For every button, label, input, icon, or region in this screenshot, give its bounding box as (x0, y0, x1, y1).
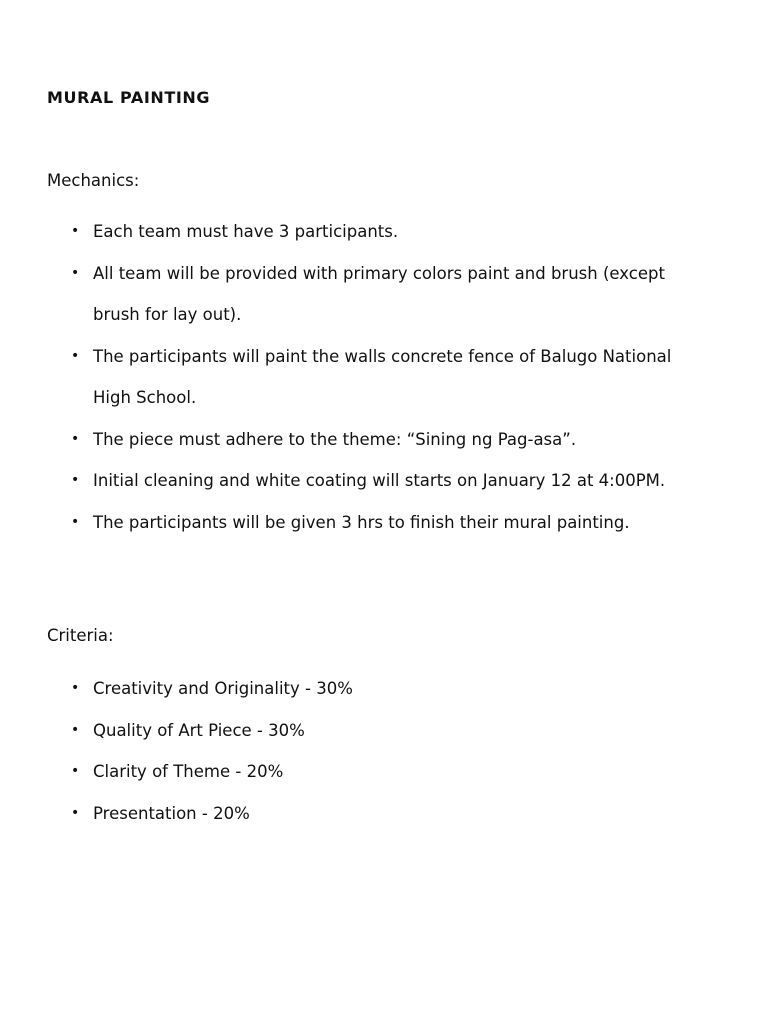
bullet-icon: • (71, 721, 80, 738)
bullet-icon: • (71, 264, 80, 281)
mechanics-item-text: Each team must have 3 participants. (93, 222, 399, 241)
mechanics-list (0, 211, 768, 543)
bullet-icon: • (71, 223, 80, 239)
list-item (0, 211, 713, 253)
mechanics-item-text: All team will be provided with primary colors paint and brush (except brush for lay out). (93, 263, 665, 324)
mechanics-item-text: The piece must adhere to the theme: “Sining ng Pag-asa”. (93, 429, 577, 449)
list-item (0, 336, 713, 419)
bullet-icon: • (71, 763, 80, 780)
list-item (0, 793, 713, 835)
mechanics-item-text: Initial cleaning and white coating will starts on January 12 at 4:00PM. (93, 471, 666, 490)
list-item (0, 460, 713, 502)
bullet-icon: • (71, 513, 80, 530)
mechanics-item-text: The participants will paint the walls concrete fence of Balugo National High School. (93, 346, 672, 407)
mechanics-item-text: The participants will be given 3 hrs to finish their mural painting. (93, 512, 630, 532)
list-item (0, 710, 713, 752)
list-item (0, 419, 713, 461)
bullet-icon: • (71, 347, 80, 364)
criteria-item-text: Clarity of Theme - 20% (93, 762, 284, 782)
list-item (0, 668, 713, 710)
bullet-icon: • (71, 680, 80, 696)
criteria-item-text: Creativity and Originality - 30% (93, 679, 353, 698)
document-title: MURAL PAINTING (47, 88, 211, 107)
bullet-icon: • (71, 804, 80, 821)
criteria-item-text: Presentation - 20% (93, 803, 250, 823)
mechanics-heading: Mechanics: (47, 171, 140, 190)
list-item (0, 253, 713, 336)
criteria-heading: Criteria: (47, 626, 114, 645)
criteria-list (0, 668, 768, 834)
bullet-icon: • (71, 430, 80, 447)
list-item (0, 751, 713, 793)
list-item (0, 502, 713, 544)
bullet-icon: • (71, 472, 80, 488)
criteria-item-text: Quality of Art Piece - 30% (93, 720, 305, 740)
